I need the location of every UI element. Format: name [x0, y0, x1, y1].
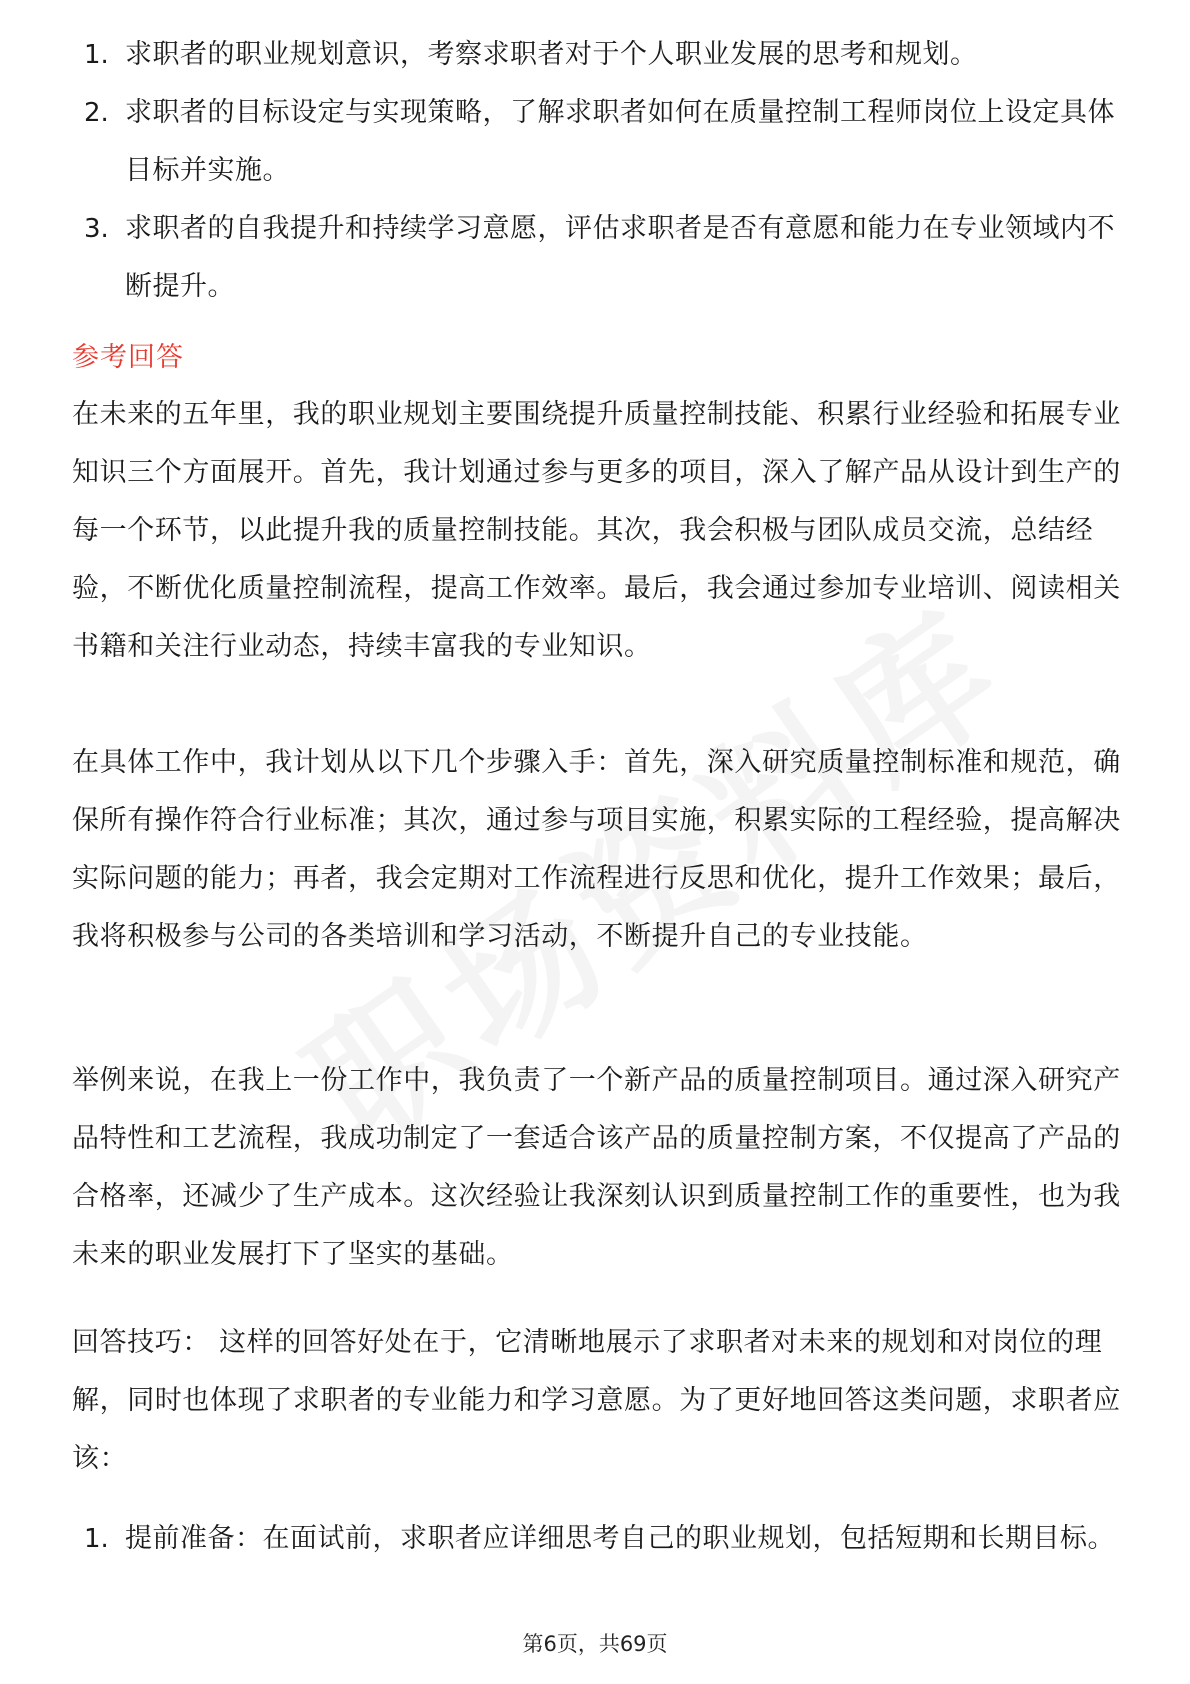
list-item-text: 求职者的职业规划意识，考察求职者对于个人职业发展的思考和规划。: [125, 39, 978, 70]
list-number: 1.: [84, 40, 109, 70]
list-item-text: 求职者的自我提升和持续学习意愿，评估求职者是否有意愿和能力在专业领域内不断提升。: [125, 213, 1115, 302]
list-number: 2.: [84, 98, 109, 128]
page-footer: 第6页，共69页: [522, 1632, 668, 1656]
paragraph: 回答技巧： 这样的回答好处在于，它清晰地展示了求职者对未来的规划和对岗位的理解，同时也体现了求职者的专业能力和学习意愿。为了更好地回答这类问题，求职者应该：: [72, 1327, 1121, 1474]
list-item-text: 求职者的目标设定与实现策略，了解求职者如何在质量控制工程师岗位上设定具体目标并实施。: [125, 97, 1115, 186]
list-number: 3.: [84, 214, 109, 244]
paragraph: 举例来说，在我上一份工作中，我负责了一个新产品的质量控制项目。通过深入研究产品特性和工艺流程，我成功制定了一套适合该产品的质量控制方案，不仅提高了产品的合格率，还减少了生产成本。这次经验让我深刻认识到质量控制工作的重要性，也为我未来的职业发展打下了坚实的基础。: [72, 1065, 1121, 1270]
list-number: 1.: [84, 1524, 109, 1554]
paragraph: 在未来的五年里，我的职业规划主要围绕提升质量控制技能、积累行业经验和拓展专业知识三个方面展开。首先，我计划通过参与更多的项目，深入了解产品从设计到生产的每一个环节，以此提升我的质量控制技能。其次，我会积极与团队成员交流，总结经验，不断优化质量控制流程，提高工作效率。最后，我会通过参加专业培训、阅读相关书籍和关注行业动态，持续丰富我的专业知识。: [72, 399, 1121, 662]
section-title: 参考回答: [72, 342, 184, 373]
list-item-text: 提前准备：在面试前，求职者应详细思考自己的职业规划，包括短期和长期目标。: [125, 1523, 1115, 1554]
paragraph: 在具体工作中，我计划从以下几个步骤入手：首先，深入研究质量控制标准和规范，确保所有操作符合行业标准；其次，通过参与项目实施，积累实际的工程经验，提高解决实际问题的能力；再者，我会定期对工作流程进行反思和优化，提升工作效果；最后，我将积极参与公司的各类培训和学习活动，不断提升自己的专业技能。: [72, 747, 1121, 952]
